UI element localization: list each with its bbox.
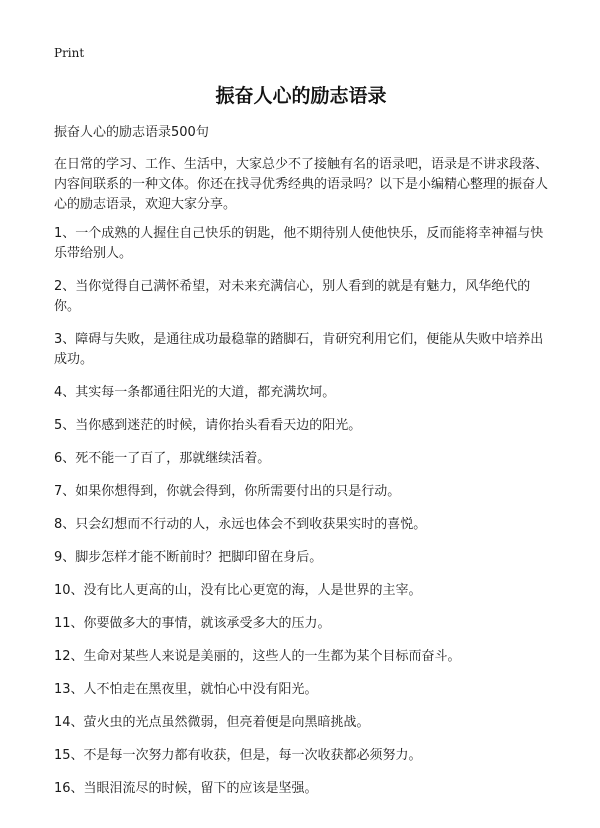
print-link[interactable]: Print [54,46,85,60]
quote-item-9: 9、脚步怎样才能不断前时？把脚印留在身后。 [54,550,323,565]
quote-item-3: 3、障碍与失败，是通往成功最稳靠的踏脚石，肯研究利用它们，便能从失败中培养出成功。 [54,332,544,367]
quote-item-4: 4、其实每一条都通往阳光的大道，都充满坎坷。 [54,385,336,400]
quote-item-10: 10、没有比人更高的山，没有比心更宽的海，人是世界的主宰。 [54,583,422,598]
quote-item-8: 8、只会幻想而不行动的人，永远也体会不到收获果实时的喜悦。 [54,517,427,532]
page-title: 振奋人心的励志语录 [215,85,387,107]
quote-item-2: 2、当你觉得自己满怀希望，对未来充满信心，别人看到的就是有魅力，风华绝代的你。 [54,279,531,314]
quote-item-16: 16、当眼泪流尽的时候，留下的应该是坚强。 [54,781,318,796]
quote-item-15: 15、不是每一次努力都有收获，但是，每一次收获都必须努力。 [54,748,422,763]
quote-item-6: 6、死不能一了百了，那就继续活着。 [54,451,271,466]
document-subtitle: 振奋人心的励志语录500句 [54,125,209,140]
quote-item-1: 1、一个成熟的人握住自己快乐的钥匙，他不期待别人使他快乐，反而能将幸神福与快乐带给别人。 [54,226,544,261]
quote-list [54,224,548,799]
quote-item-5: 5、当你感到迷茫的时候，请你抬头看看天边的阳光。 [54,418,362,433]
quote-item-7: 7、如果你想得到，你就会得到，你所需要付出的只是行动。 [54,484,401,499]
intro-paragraph: 在日常的学习、工作、生活中，大家总少不了接触有名的语录吧，语录是不讲求段落、内容间联系的一种文体。你还在找寻优秀经典的语录吗？以下是小编精心整理的振奋人心的励志语录，欢迎大家分享。 [54,157,549,212]
quote-item-11: 11、你要做多大的事情，就该承受多大的压力。 [54,616,331,631]
quote-item-13: 13、人不怕走在黑夜里，就怕心中没有阳光。 [54,682,318,697]
quote-item-14: 14、萤火虫的光点虽然微弱，但亮着便是向黑暗挑战。 [54,715,370,730]
quote-item-12: 12、生命对某些人来说是美丽的，这些人的一生都为某个目标而奋斗。 [54,649,461,664]
